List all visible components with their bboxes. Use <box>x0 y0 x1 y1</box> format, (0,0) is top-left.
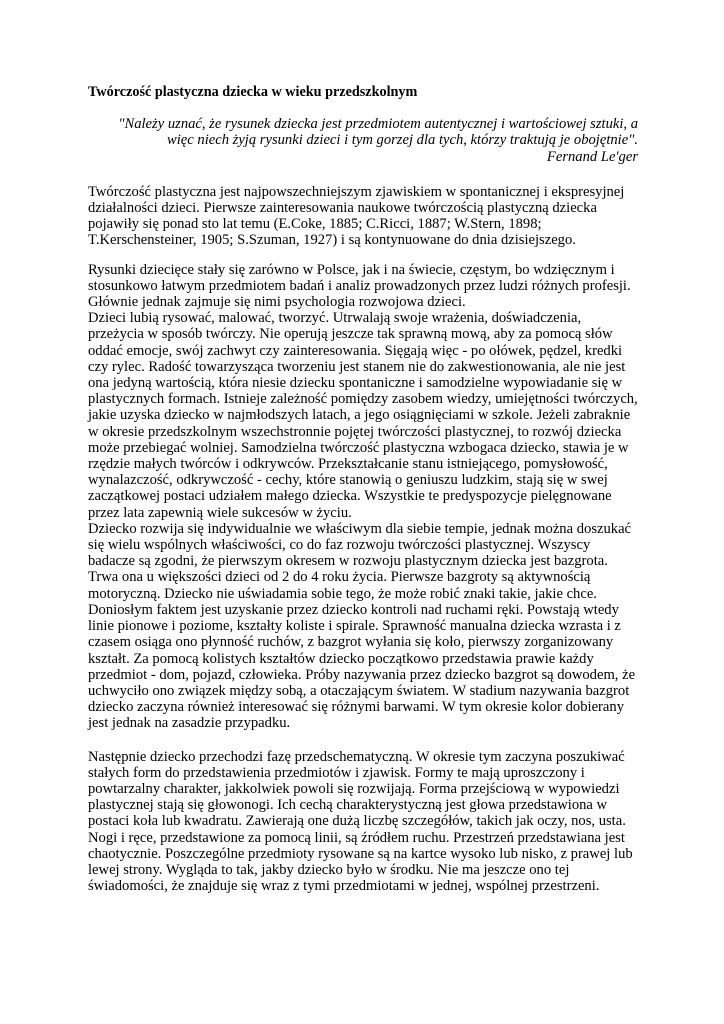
document-title: Twórczość plastyczna dziecka w wieku przedszkolnym <box>88 84 418 100</box>
paragraph-spacer <box>88 732 638 749</box>
paragraph-intro: Twórczość plastyczna jest najpowszechniejszym zjawiskiem w spontanicznej i ekspresyjnej działalności dzieci. Pierwsze zainteresowania naukowe twórczością plastyczną dziecka pojawiły się ponad sto lat temu (E.Coke, 1885; C.Ricci, 1887; W.Stern, 1898; T.Kerschensteiner, 1905; S.Szuman, 1927) i są kontynuowane do dnia dzisiejszego. <box>88 183 625 249</box>
paragraph-scribble-stage: Dziecko rozwija się indywidualnie we właściwym dla siebie tempie, jednak można doszukać się wielu wspólnych właściwości, co do faz rozwoju twórczości plastycznej. Wszyscy badacze są zgodni, że pierwszym okresem w rozwoju plastycznym dziecka jest bazgrota. Trwa ona u większości dzieci od 2 do 4 roku życia. Pierwsze bazgroty są aktywnością motoryczną. Dziecko nie uświadamia sobie tego, że może robić znaki takie, jakie chce. Doniosłym faktem jest uzyskanie przez dziecko kontroli nad ruchami ręki. Powstają wtedy linie pionowe i poziome, kształty koliste i spirale. Sprawność manualna dziecka wzrasta i z czasem osiąga ono płynność ruchów, z bazgrot wyłania się koło, pierwszy zorganizowany kształt. Za pomocą kolistych kształtów dziecko początkowo przedstawia prawie każdy przedmiot - dom, pojazd, człowieka. Próby nazywania przez dziecko bazgrot są dowodem, że uchwyciło ono związek między sobą, a otaczającym światem. W stadium nazywania bazgrot dziecko zaczyna również interesować się różnymi barwami. W tym okresie kolor dobierany jest jednak na zasadzie przypadku. <box>88 520 636 732</box>
epigraph-quote: "Należy uznać, że rysunek dziecka jest przedmiotem autentycznej i wartościowej sztuki, a więc niech żyją rysunki dzieci i tym gorzej dla tych, którzy traktują je obojętnie". <box>118 116 638 149</box>
paragraph-children-create: Dzieci lubią rysować, malować, tworzyć. Utrwalają swoje wrażenia, doświadczenia, przeżycia w sposób twórczy. Nie operują jeszcze tak sprawną mową, aby za pomocą słów oddać emocje, swój zachwyt czy zainteresowania. Sięgają więc - po ołówek, pędzel, kredki czy rylec. Radość towarzysząca tworzeniu jest stanem nie do zakwestionowania, ale nie jest ona jedyną wartością, która niesie dziecku spontaniczne i samodzielne wypowiadanie się w plastycznych formach. Istnieje zależność pomiędzy zasobem wiedzy, umiejętności twórczych, jakie uzyska dziecko w najmłodszych latach, a jego osiągnięciami w szkole. Jeżeli zabraknie w okresie przedszkolnym wszechstronnie pojętej twórczości plastycznej, to rozwój dziecka może przebiegać wolniej. Samodzielna twórczość plastyczna wzbogaca dziecko, stawia je w rzędzie małych twórców i odkrywców. Przekształcanie stanu istniejącego, pomysłowość, wynalazczość, odkrywczość - cechy, które stanowią o geniuszu ludzkim, stają się w swej zaczątkowej postaci udziałem małego dziecka. Wszystkie te predyspozycje pielęgnowane przez lata zapewnią wiele sukcesów w życiu. <box>88 310 638 521</box>
paragraph-spacer <box>88 249 638 262</box>
epigraph-author: Fernand Le'ger <box>546 148 638 165</box>
paragraph-preschematic-stage: Następnie dziecko przechodzi fazę przedschematyczną. W okresie tym zaczyna poszukiwać stałych form do przedstawienia przedmiotów i zjawisk. Formy te mają uproszczony i powtarzalny charakter, jakkolwiek powoli się rozwijają. Forma przejściową w wypowiedzi plastycznej stają się głowonogi. Ich cechą charakterystyczną jest głowa przedstawiona w postaci koła lub kwadratu. Zawierają one dużą liczbę szczegółów, takich jak oczy, nos, usta. Nogi i ręce, przedstawione za pomocą linii, są źródłem ruchu. Przestrzeń przedstawiana jest chaotycznie. Poszczególne przedmioty rysowane są na kartce wysoko lub nisko, z prawej lub lewej strony. Wygląda to tak, jakby dziecko było w środku. Nie ma jeszcze ono tej świadomości, że znajduje się wraz z tymi przedmiotami w jednej, wspólnej przestrzeni. <box>88 748 633 895</box>
document-page <box>88 84 638 894</box>
paragraph-research: Rysunki dziecięce stały się zarówno w Polsce, jak i na świecie, częstym, bo wdzięcznym i stosunkowo łatwym przedmiotem badań i analiz prowadzonych przez ludzi różnych profesji. Głównie jednak zajmuje się nimi psychologia rozwojowa dzieci. <box>88 261 631 311</box>
